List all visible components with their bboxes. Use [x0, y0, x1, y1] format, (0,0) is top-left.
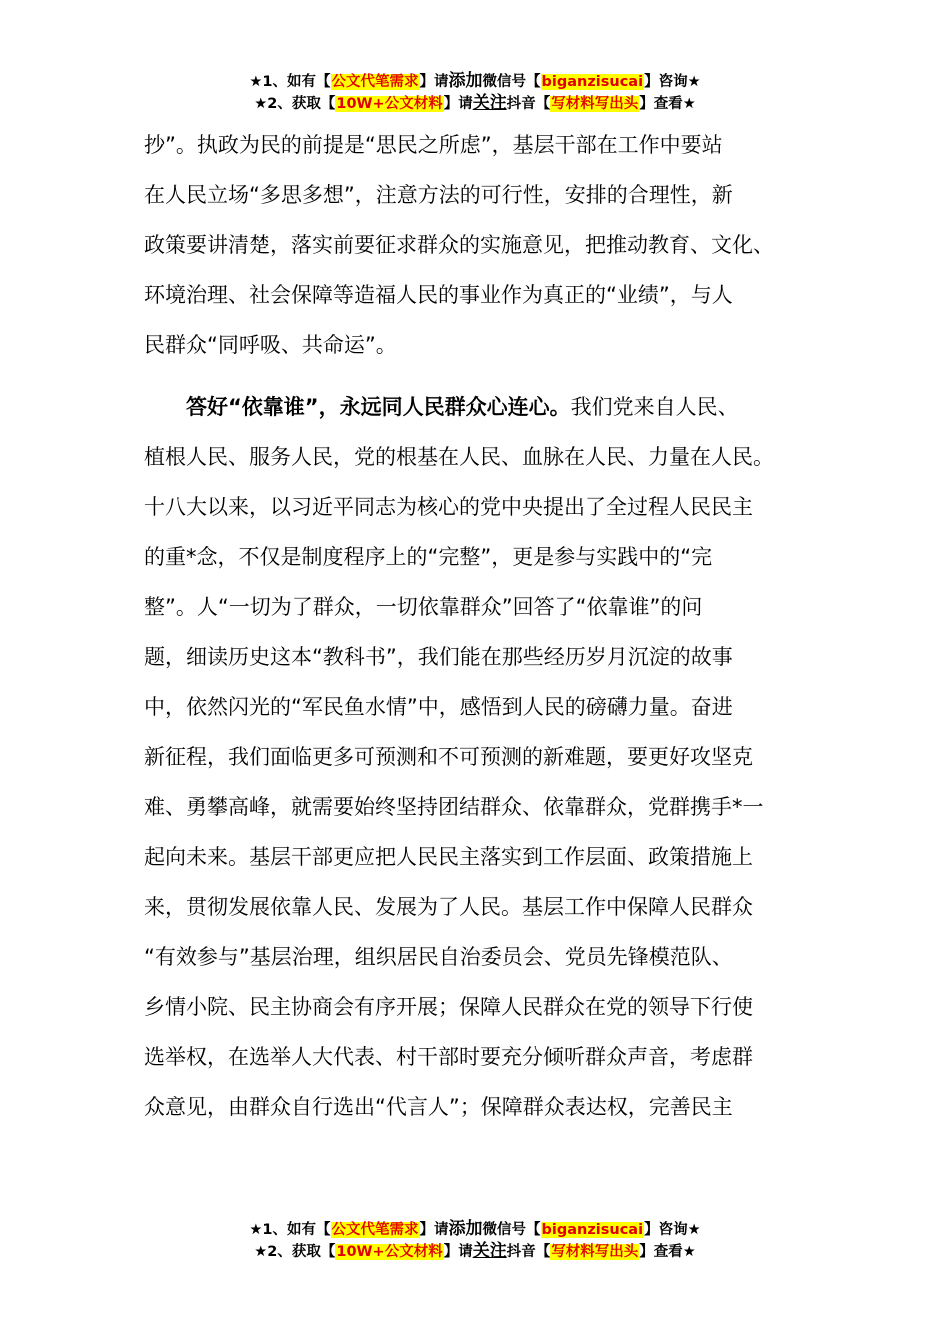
paragraph-2: [144, 382, 824, 1132]
paragraph-line: 植根人民、服务人民，党的根基在人民、血脉在人民、力量在人民。: [144, 445, 774, 469]
paragraph-line-rest: 我们党来自人民、: [570, 395, 739, 419]
banner-line-2-mid: 】请: [443, 96, 473, 112]
banner-line-1-mid2: 微信号【: [482, 1222, 541, 1238]
paragraph-line: 来，贯彻发展依靠人民、发展为了人民。基层工作中保障人民群众: [144, 895, 753, 919]
banner-line-2-emphasis: 关注: [472, 93, 507, 113]
banner-line-2-suffix: 】查看★: [639, 96, 696, 112]
banner-line-1-highlight-wechat: biganzisucai: [541, 1222, 644, 1238]
banner-line-1-mid: 】请: [419, 74, 449, 90]
banner-line-2-highlight-douyin: 写材料写出头: [551, 1244, 639, 1260]
paragraph-line: 新征程，我们面临更多可预测和不可预测的新难题，要更好攻坚克: [144, 745, 753, 769]
banner-line-1-suffix: 】咨询★: [644, 74, 701, 90]
footer-banner: [0, 1218, 950, 1262]
paragraph-line: 整”。人“一切为了群众，一切依靠群众”回答了“依靠谁”的问: [144, 595, 703, 619]
banner-line-2-highlight-douyin: 写材料写出头: [551, 96, 639, 112]
banner-line-2-highlight-materials: 10W+公文材料: [336, 96, 443, 112]
paragraph-line: 起向未来。基层干部更应把人民民主落实到工作层面、政策措施上: [144, 845, 753, 869]
banner-line-2-prefix: ★2、获取【: [254, 96, 336, 112]
paragraph-line: 环境治理、社会保障等造福人民的事业作为真正的“业绩”，与人: [144, 283, 733, 307]
document-body: [144, 120, 824, 1132]
banner-line-2-suffix: 】查看★: [639, 1244, 696, 1260]
paragraph-line: 难、勇攀高峰，就需要始终坚持团结群众、依靠群众，党群携手*一: [144, 795, 764, 819]
banner-line-2-prefix: ★2、获取【: [254, 1244, 336, 1260]
banner-line-2-emphasis: 关注: [472, 1241, 507, 1261]
paragraph-line: 十八大以来，以习近平同志为核心的党中央提出了全过程人民民主: [144, 495, 753, 519]
banner-line-1-mid2: 微信号【: [482, 74, 541, 90]
header-banner: [0, 70, 950, 114]
banner-line-1-highlight-service: 公文代笔需求: [331, 74, 419, 90]
banner-line-1-emphasis: 添加: [448, 71, 483, 91]
section-heading: 答好“依靠谁”，永远同人民群众心连心。: [186, 395, 571, 419]
banner-line-2-highlight-materials: 10W+公文材料: [336, 1244, 443, 1260]
paragraph-line: 民群众“同呼吸、共命运”。: [144, 333, 397, 357]
banner-line-1-emphasis: 添加: [448, 1219, 483, 1239]
paragraph-line: 的重*念，不仅是制度程序上的“完整”，更是参与实践中的“完: [144, 545, 713, 569]
banner-line-2-mid: 】请: [443, 1244, 473, 1260]
paragraph-line: “有效参与”基层治理，组织居民自治委员会、党员先锋模范队、: [144, 945, 733, 969]
paragraph-line: 在人民立场“多思多想”，注意方法的可行性，安排的合理性，新: [144, 183, 733, 207]
paragraph-line: 政策要讲清楚，落实前要征求群众的实施意见，把推动教育、文化、: [144, 233, 774, 257]
banner-line-1-suffix: 】咨询★: [644, 1222, 701, 1238]
paragraph-2-first-line: [144, 382, 824, 432]
paragraph-line: 乡情小院、民主协商会有序开展；保障人民群众在党的领导下行使: [144, 995, 753, 1019]
banner-line-2-mid2: 抖音【: [506, 1244, 551, 1260]
banner-line-2: [0, 92, 950, 114]
banner-line-2-mid2: 抖音【: [506, 96, 551, 112]
banner-line-1-prefix: ★1、如有【: [249, 1222, 331, 1238]
banner-line-1: [0, 70, 950, 92]
banner-line-1-prefix: ★1、如有【: [249, 74, 331, 90]
paragraph-line: 众意见，由群众自行选出“代言人”；保障群众表达权，完善民主: [144, 1095, 733, 1119]
paragraph-line: 题，细读历史这本“教科书”，我们能在那些经历岁月沉淀的故事: [144, 645, 733, 669]
paragraph-1: [144, 120, 824, 370]
paragraph-line: 抄”。执政为民的前提是“思民之所虑”，基层干部在工作中要站: [144, 133, 723, 157]
banner-line-1-highlight-wechat: biganzisucai: [541, 74, 644, 90]
banner-line-1: [0, 1218, 950, 1240]
banner-line-2: [0, 1240, 950, 1262]
banner-line-1-mid: 】请: [419, 1222, 449, 1238]
banner-line-1-highlight-service: 公文代笔需求: [331, 1222, 419, 1238]
paragraph-line: 中，依然闪光的“军民鱼水情”中，感悟到人民的磅礴力量。奋进: [144, 695, 733, 719]
paragraph-line: 选举权，在选举人大代表、村干部时要充分倾听群众声音，考虑群: [144, 1045, 753, 1069]
